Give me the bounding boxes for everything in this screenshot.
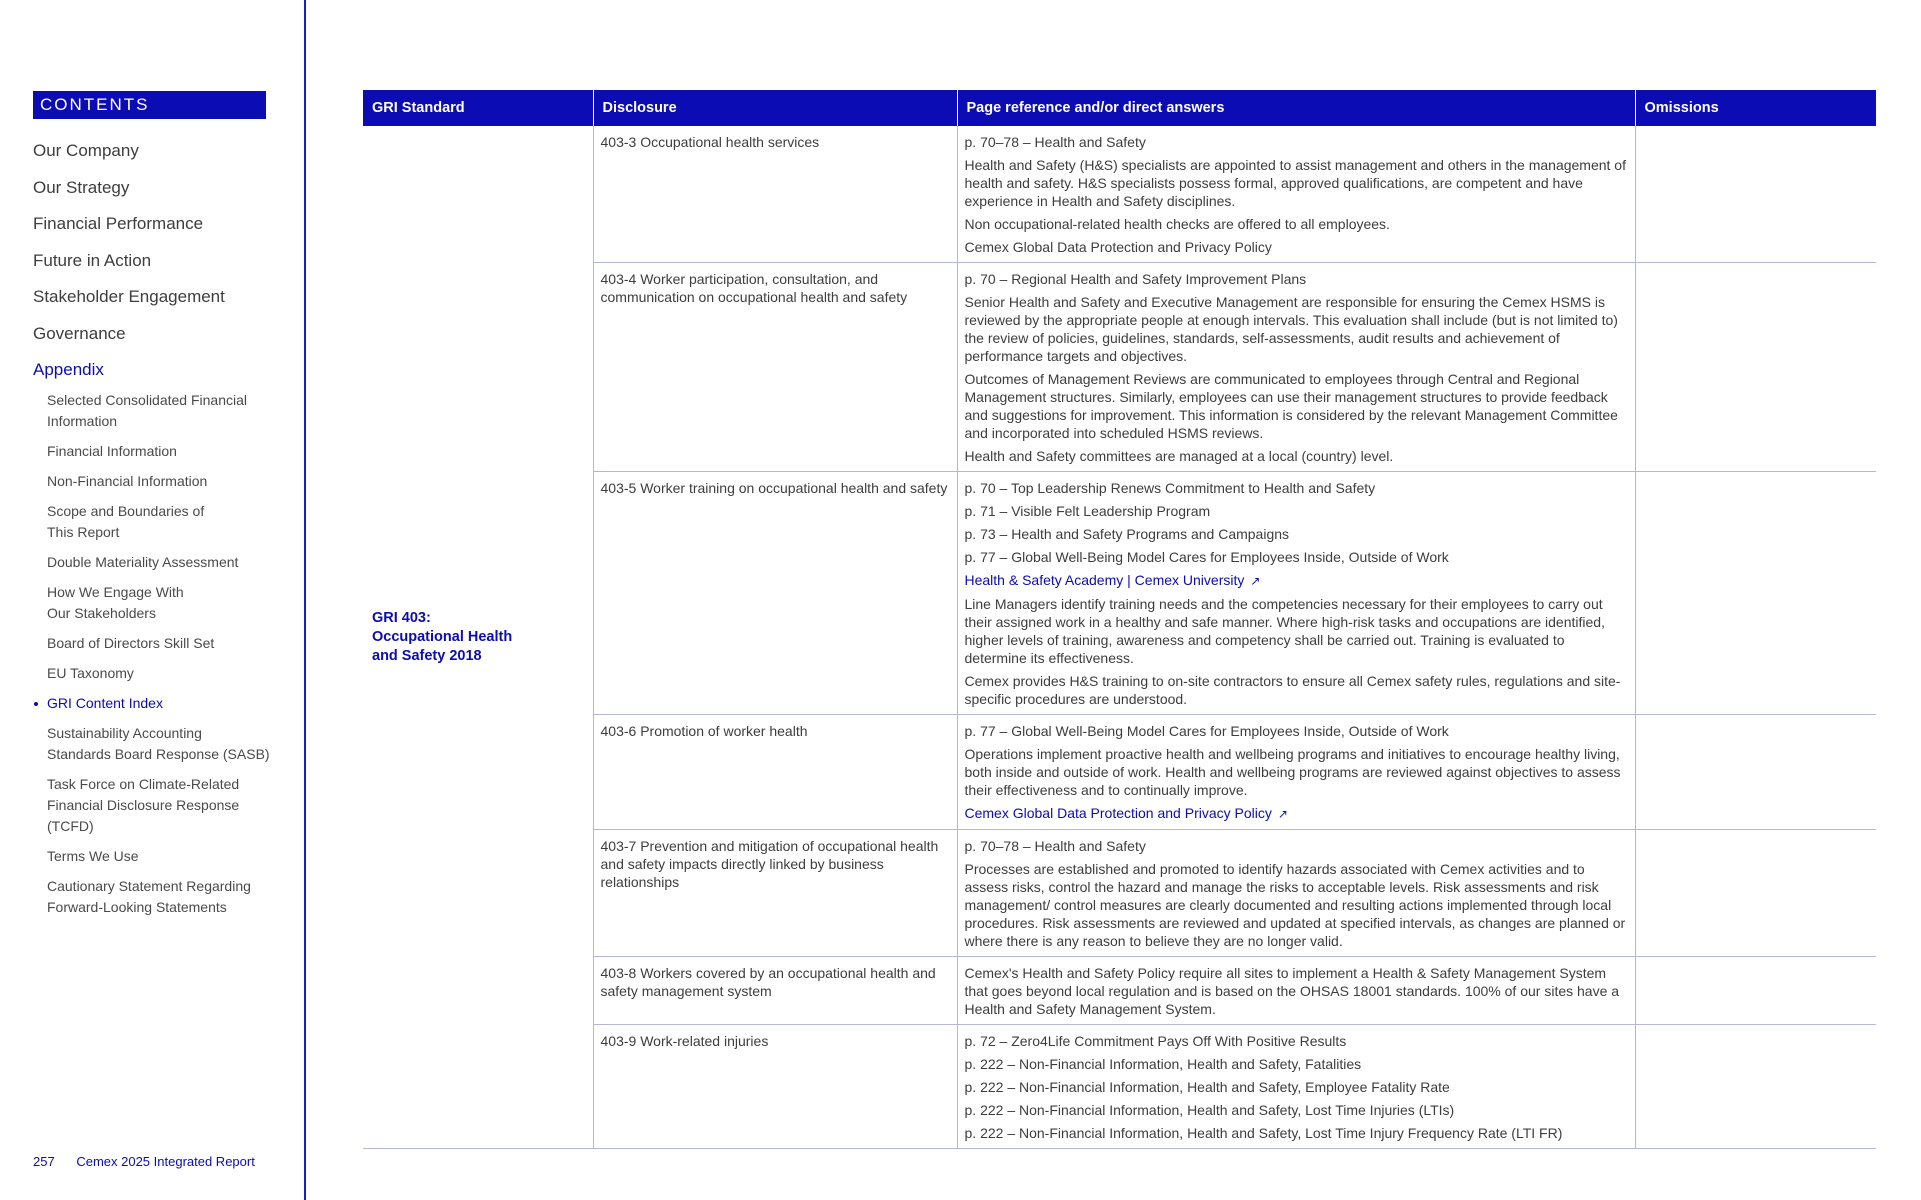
disclosure-cell: 403-3 Occupational health services: [593, 126, 957, 263]
answer-text: Cemex provides H&S training to on-site contractors to ensure all Cemex safety rules, regulations and site-specific procedures are understood.: [964, 673, 1621, 707]
answer-text: Health and Safety committees are managed at a local (country) level.: [964, 448, 1394, 464]
answer-text: p. 70 – Regional Health and Safety Improvement Plans: [964, 271, 1307, 287]
page-reference-cell: [957, 830, 1635, 957]
sub-nav-item-selected-consolidated-financial-information[interactable]: Selected Consolidated Financial Information: [47, 392, 248, 429]
omissions-cell: [1635, 126, 1876, 263]
omissions-cell: [1635, 472, 1876, 715]
gri-standard-label: GRI 403: Occupational Health and Safety 2018: [363, 126, 593, 1149]
sub-nav-item-sustainability-accounting-standards-board-response-sasb[interactable]: Sustainability Accounting Standards Board Response (SASB): [47, 725, 270, 762]
link-text: Health & Safety Academy | Cemex University: [964, 572, 1245, 588]
main-nav: [33, 138, 225, 394]
answer-text: p. 77 – Global Well-Being Model Cares for Employees Inside, Outside of Work: [964, 549, 1449, 565]
omissions-cell: [1635, 830, 1876, 957]
answer-text: p. 72 – Zero4Life Commitment Pays Off With Positive Results: [964, 1033, 1347, 1049]
nav-item-appendix[interactable]: Appendix: [33, 360, 104, 379]
header-gri-standard: GRI Standard: [363, 90, 593, 126]
answer-text: p. 70–78 – Health and Safety: [964, 838, 1146, 854]
nav-item-our-strategy[interactable]: Our Strategy: [33, 177, 130, 197]
table-header-row: [363, 90, 1876, 126]
header-omissions: Omissions: [1635, 90, 1876, 126]
disclosure-cell: 403-9 Work-related injuries: [593, 1025, 957, 1149]
disclosure-cell: 403-8 Workers covered by an occupational health and safety management system: [593, 957, 957, 1025]
answer-text: p. 222 – Non-Financial Information, Health and Safety, Lost Time Injuries (LTIs): [964, 1102, 1455, 1118]
page-reference-cell: [957, 1025, 1635, 1149]
contents-header: CONTENTS: [33, 91, 266, 119]
answer-text: p. 73 – Health and Safety Programs and Campaigns: [964, 526, 1290, 542]
page-reference-cell: [957, 957, 1635, 1025]
sub-nav-item-double-materiality-assessment[interactable]: Double Materiality Assessment: [47, 554, 239, 570]
answer-text: Senior Health and Safety and Executive Management are responsible for ensuring the Cemex HSMS is reviewed by the appropriate people at enough intervals. This evaluation shall include (but is not limited to) the review of policies, guidelines, standards, self-assessments, audit results and achievement of performance targets and objectives.: [964, 294, 1618, 364]
table-body: [363, 126, 1876, 1149]
gri-content-table: [363, 90, 1876, 1149]
sub-nav-item-scope-and-boundaries-of-this-report[interactable]: Scope and Boundaries of This Report: [47, 503, 205, 540]
nav-item-governance[interactable]: Governance: [33, 323, 126, 343]
external-link[interactable]: [965, 571, 1628, 590]
answer-text: Non occupational-related health checks are offered to all employees.: [964, 216, 1390, 232]
answer-text: p. 222 – Non-Financial Information, Health and Safety, Employee Fatality Rate: [964, 1079, 1450, 1095]
arrow-up-right-icon: ↗: [1250, 574, 1261, 588]
sub-nav-item-gri-content-index[interactable]: GRI Content Index: [47, 693, 292, 714]
answer-text: p. 222 – Non-Financial Information, Health and Safety, Fatalities: [964, 1056, 1362, 1072]
sub-nav-item-terms-we-use[interactable]: Terms We Use: [47, 848, 139, 864]
omissions-cell: [1635, 263, 1876, 472]
nav-item-future-in-action[interactable]: Future in Action: [33, 250, 152, 270]
page-reference-cell: [957, 472, 1635, 715]
answer-text: Outcomes of Management Reviews are communicated to employees through Central and Regional Management structures. Similarly, employees can use their management structures to provide feedback and suggestions for improvement. This information is considered by the relevant Management Committee and incorporated into scheduled HSMS reviews.: [964, 371, 1618, 441]
sub-nav-item-how-we-engage-with-our-stakeholders[interactable]: How We Engage With Our Stakeholders: [47, 584, 184, 621]
page-reference-cell: [957, 715, 1635, 830]
omissions-cell: [1635, 957, 1876, 1025]
nav-item-stakeholder-engagement[interactable]: Stakeholder Engagement: [33, 287, 225, 306]
answer-text: Health and Safety (H&S) specialists are appointed to assist management and others in the management of health and safety. H&S specialists possess formal, approved qualifications, are competent and have experience in Health and Safety disciplines.: [964, 157, 1626, 209]
omissions-cell: [1635, 1025, 1876, 1149]
header-disclosure: Disclosure: [593, 90, 957, 126]
answer-text: Operations implement proactive health and wellbeing programs and initiatives to encourage healthy living, both inside and outside of work. Health and wellbeing programs are reviewed against objectives to assess their effectiveness and to continually improve.: [964, 746, 1621, 798]
header-page-reference: Page reference and/or direct answers: [957, 90, 1635, 126]
answer-text: p. 222 – Non-Financial Information, Health and Safety, Lost Time Injury Frequency Rate (LTI FR): [964, 1125, 1563, 1141]
answer-text: p. 71 – Visible Felt Leadership Program: [964, 503, 1211, 519]
disclosure-cell: 403-4 Worker participation, consultation, and communication on occupational health and safety: [593, 263, 957, 472]
omissions-cell: [1635, 715, 1876, 830]
arrow-up-right-icon: ↗: [1277, 807, 1288, 821]
answer-text: Cemex Global Data Protection and Privacy Policy: [964, 239, 1272, 255]
sub-nav-item-non-financial-information[interactable]: Non-Financial Information: [47, 473, 208, 489]
sub-nav-item-task-force-on-climate-related-financial-disclosure-response-tcfd[interactable]: Task Force on Climate-Related Financial Disclosure Response (TCFD): [47, 776, 240, 834]
external-link[interactable]: [965, 804, 1628, 823]
disclosure-cell: 403-5 Worker training on occupational health and safety: [593, 472, 957, 715]
link-text: Cemex Global Data Protection and Privacy Policy: [964, 805, 1272, 821]
nav-item-our-company[interactable]: Our Company: [33, 141, 139, 160]
disclosure-cell: 403-7 Prevention and mitigation of occupational health and safety impacts directly linked by business relationships: [593, 830, 957, 957]
page-number: 257: [33, 1154, 55, 1169]
sidebar: [0, 0, 305, 1200]
answer-text: Line Managers identify training needs and the competencies necessary for their employees to carry out their assigned work in a healthy and safe manner. Where high-risk tasks and occupations are identified, higher levels of training, awareness and competency shall be carried out. Training is evaluated to determine its effectiveness.: [964, 596, 1605, 666]
page-reference-cell: [957, 126, 1635, 263]
sub-nav-item-financial-information[interactable]: Financial Information: [47, 443, 177, 459]
answer-text: p. 70 – Top Leadership Renews Commitment to Health and Safety: [964, 480, 1376, 496]
answer-text: Processes are established and promoted to identify hazards associated with Cemex activities and to assess risks, control the hazard and manage the risks to acceptable levels. Risk assessments and risk management/ control measures are clearly documented and resulting actions implemented through local procedures. Risk assessments are reviewed and updated at specified intervals, as changes are planned or where there is any reason to believe they are no longer valid.: [964, 861, 1626, 949]
sub-nav-item-cautionary-statement-regarding-forward-looking-statements[interactable]: Cautionary Statement Regarding Forward-Looking Statements: [47, 878, 251, 915]
answer-text: Cemex's Health and Safety Policy require all sites to implement a Health & Safety Management System that goes beyond local regulation and is based on the OHSAS 18001 standards. 100% of our sites have a Health and Safety Management System.: [964, 965, 1620, 1017]
answer-text: p. 70–78 – Health and Safety: [964, 134, 1146, 150]
sidebar-divider: [304, 0, 306, 1200]
table-row: [363, 126, 1876, 263]
appendix-sub-nav: [47, 390, 292, 927]
page-footer: [33, 1154, 255, 1169]
page-reference-cell: [957, 263, 1635, 472]
sub-nav-item-eu-taxonomy[interactable]: EU Taxonomy: [47, 665, 134, 681]
report-title: Cemex 2025 Integrated Report: [76, 1154, 255, 1169]
nav-item-financial-performance[interactable]: Financial Performance: [33, 214, 204, 233]
answer-text: p. 77 – Global Well-Being Model Cares for Employees Inside, Outside of Work: [964, 723, 1449, 739]
disclosure-cell: 403-6 Promotion of worker health: [593, 715, 957, 830]
sub-nav-item-board-of-directors-skill-set[interactable]: Board of Directors Skill Set: [47, 635, 215, 651]
